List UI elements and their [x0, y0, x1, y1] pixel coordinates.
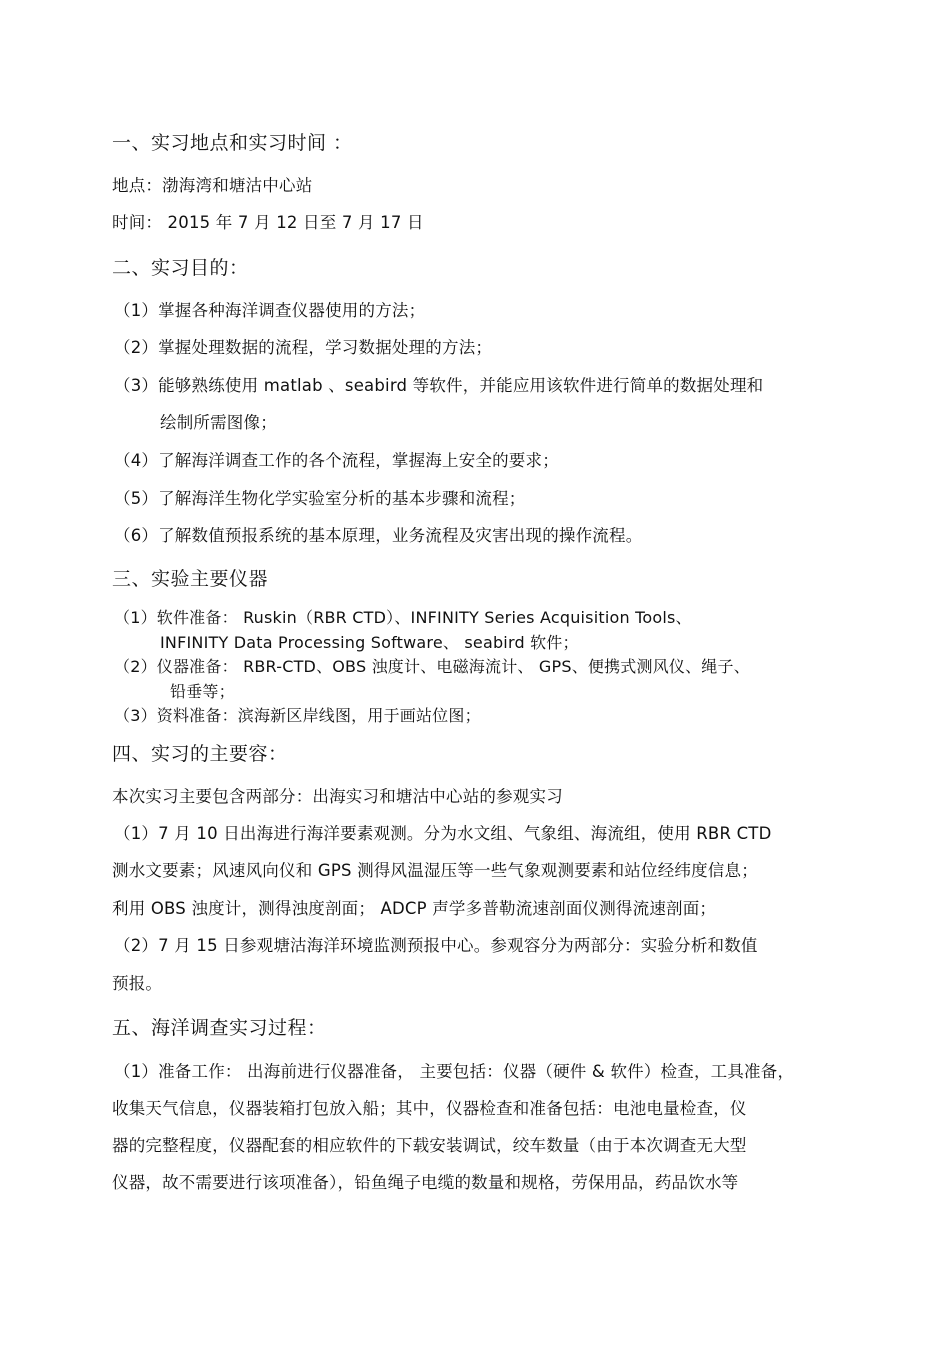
content-paragraph-line: 本次实习主要包含两部分：出海实习和塘沽中心站的参观实习	[112, 787, 563, 806]
instrument-item: （1）软件准备： Ruskin（RBR CTD）、INFINITY Series Acquisition Tools、	[114, 608, 692, 627]
section-4-heading: 四、实习的主要容：	[112, 743, 288, 765]
section-1-heading: 一、实习地点和实习时间 ：	[112, 132, 353, 154]
objective-item: （3）能够熟练使用 matlab 、seabird 等软件，并能应用该软件进行简单的数据处理和	[114, 376, 764, 395]
instrument-item: （2）仪器准备： RBR-CTD、OBS 浊度计、电磁海流计、 GPS、便携式测风仪、绳子、	[114, 657, 750, 676]
instrument-item-continuation: INFINITY Data Processing Software、 seabird 软件；	[160, 633, 579, 652]
process-paragraph-line: 仪器，故不需要进行该项准备），铅鱼绳子电缆的数量和规格，劳保用品，药品饮水等	[112, 1173, 739, 1192]
instrument-item-continuation: 铅垂等；	[170, 682, 235, 701]
time-line: 时间： 2015 年 7 月 12 日至 7 月 17 日	[112, 213, 424, 232]
content-paragraph-line: 利用 OBS 浊度计，测得浊度剖面； ADCP 声学多普勒流速剖面仪测得流速剖面；	[112, 899, 717, 918]
content-paragraph-line: 测水文要素；风速风向仪和 GPS 测得风温湿压等一些气象观测要素和站位经纬度信息；	[112, 861, 758, 880]
section-2-heading: 二、实习目的：	[112, 257, 249, 279]
instrument-item: （3）资料准备：滨海新区岸线图，用于画站位图；	[114, 706, 481, 725]
objective-item: （5）了解海洋生物化学实验室分析的基本步骤和流程；	[114, 489, 526, 508]
content-paragraph-line: （1）7 月 10 日出海进行海洋要素观测。分为水文组、气象组、海流组，使用 RBR CTD	[114, 824, 772, 843]
content-paragraph-line: 预报。	[112, 974, 163, 993]
section-3-heading: 三、实验主要仪器	[112, 568, 269, 590]
content-paragraph-line: （2）7 月 15 日参观塘沽海洋环境监测预报中心。参观容分为两部分：实验分析和数值	[114, 936, 758, 955]
process-paragraph-line: 收集天气信息，仪器装箱打包放入船；其中，仪器检查和准备包括：电池电量检查，仪	[112, 1099, 747, 1118]
objective-item: （2）掌握处理数据的流程，学习数据处理的方法；	[114, 338, 493, 357]
section-5-heading: 五、海洋调查实习过程：	[112, 1017, 327, 1039]
process-paragraph-line: （1）准备工作： 出海前进行仪器准备， 主要包括：仪器（硬件 & 软件）检查，工具准备，	[114, 1062, 795, 1081]
location-line: 地点：渤海湾和塘沽中心站	[112, 176, 313, 195]
objective-item-continuation: 绘制所需图像；	[160, 413, 277, 432]
objective-item: （4）了解海洋调查工作的各个流程，掌握海上安全的要求；	[114, 451, 559, 470]
objective-item: （1）掌握各种海洋调查仪器使用的方法；	[114, 301, 426, 320]
process-paragraph-line: 器的完整程度，仪器配套的相应软件的下载安装调试，绞车数量（由于本次调查无大型	[112, 1136, 747, 1155]
objective-item: （6）了解数值预报系统的基本原理，业务流程及灾害出现的操作流程。	[114, 526, 643, 545]
